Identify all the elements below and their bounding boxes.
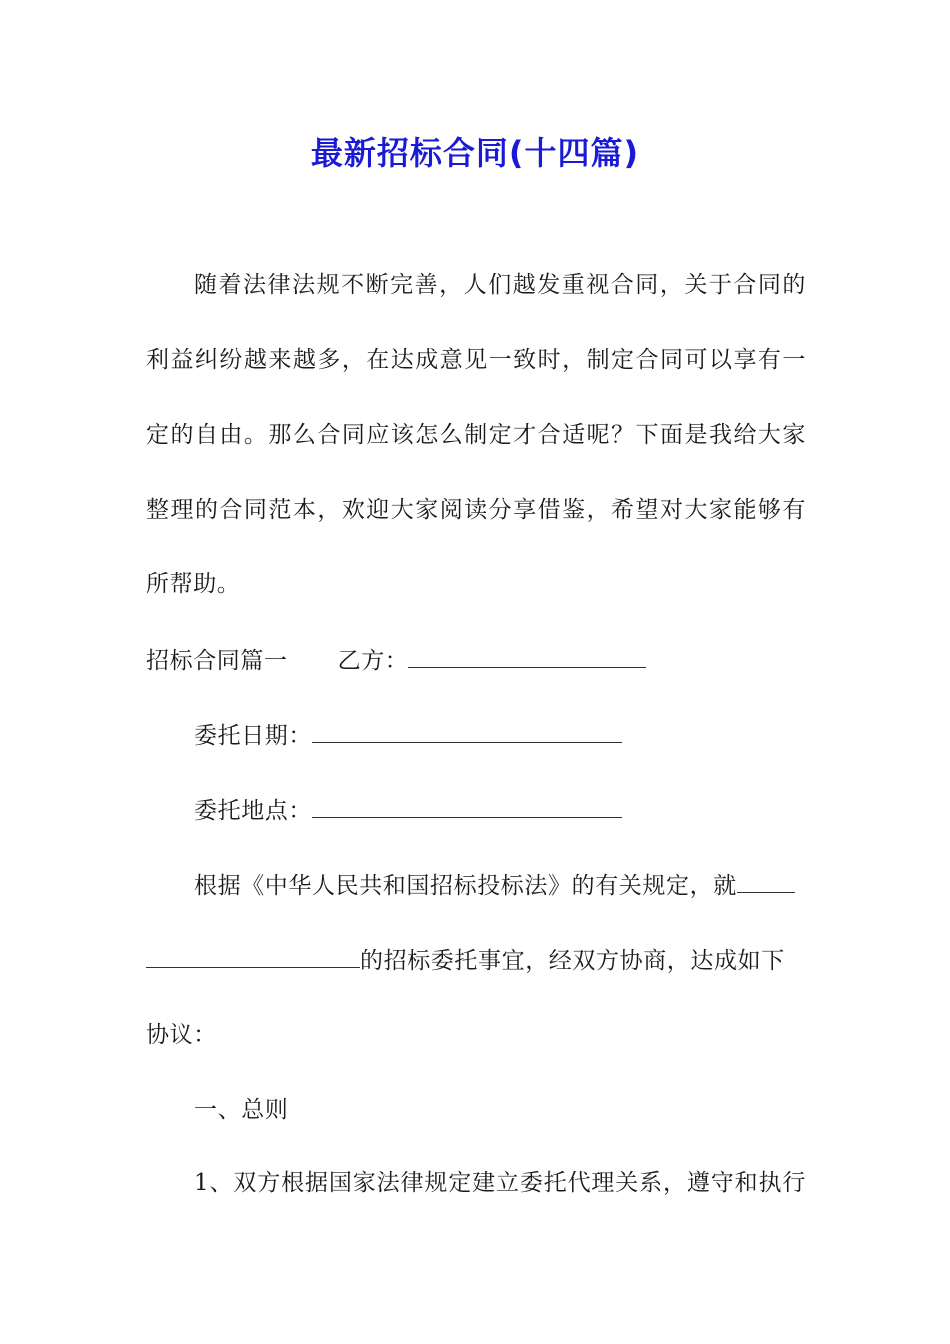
- entrust-date-row: [194, 720, 806, 751]
- document-title: 最新招标合同(十四篇): [310, 134, 640, 172]
- basis-blank-1: [737, 870, 795, 893]
- basis-line-2: 的招标委托事宜，经双方协商，达成如下: [360, 948, 785, 974]
- party-b-blank: [408, 645, 646, 668]
- basis-line-3: 协议：: [146, 1022, 217, 1048]
- basis-line-2-row: [146, 945, 806, 976]
- intro-line-5: 所帮助。: [146, 571, 241, 597]
- chapter-1-heading: 一、总则: [194, 1097, 289, 1123]
- clause-1-line: 1、双方根据国家法律规定建立委托代理关系，遵守和执行: [194, 1170, 806, 1196]
- intro-line-1: 随着法律法规不断完善，人们越发重视合同，关于合同的: [194, 272, 806, 298]
- entrust-date-label: 委托日期：: [194, 723, 312, 749]
- party-b-label: 乙方：: [337, 648, 409, 674]
- basis-line-1-row: [194, 870, 806, 901]
- entrust-place-label: 委托地点：: [194, 798, 312, 824]
- entrust-place-blank: [312, 795, 622, 818]
- basis-blank-2: [146, 945, 360, 968]
- section-heading-row: [146, 645, 806, 676]
- basis-line-1: 根据《中华人民共和国招标投标法》的有关规定，就: [194, 873, 737, 899]
- intro-line-3: 定的自由。那么合同应该怎么制定才合适呢？下面是我给大家: [146, 422, 806, 448]
- intro-line-4: 整理的合同范本，欢迎大家阅读分享借鉴，希望对大家能够有: [146, 497, 806, 523]
- section-heading: 招标合同篇一: [146, 648, 288, 674]
- entrust-date-blank: [312, 720, 622, 743]
- entrust-place-row: [194, 795, 806, 826]
- intro-line-2: 利益纠纷越来越多，在达成意见一致时，制定合同可以享有一: [146, 347, 806, 373]
